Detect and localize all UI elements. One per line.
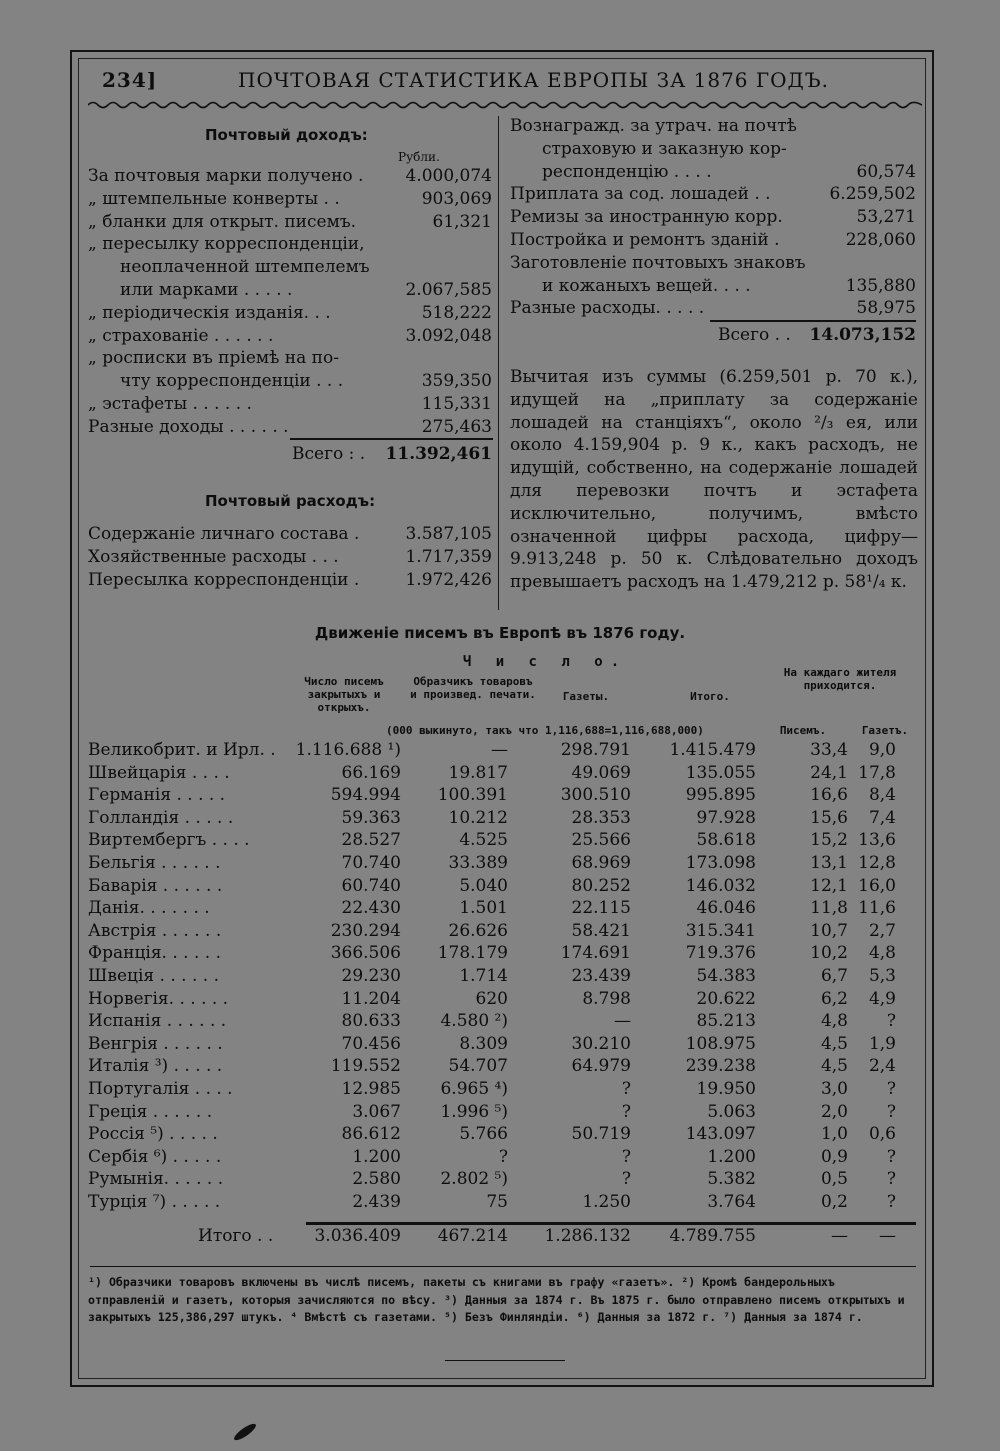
- cell-total: 3.764: [707, 1192, 756, 1212]
- cell-total: 19.950: [696, 1079, 756, 1099]
- cell-total: 58.618: [696, 830, 756, 851]
- expense-value: 3.587,105: [405, 524, 492, 544]
- cell-samples: 100.391: [437, 785, 508, 806]
- cell-per-letters: 1,0: [820, 1124, 848, 1145]
- table-total-row: [88, 1226, 923, 1249]
- table-row: [88, 1034, 923, 1057]
- expense-right-value: 228,060: [845, 230, 916, 250]
- wavy-rule: [88, 100, 922, 110]
- income-value: 359,350: [421, 371, 492, 392]
- expense-right-label: Заготовленіе почтовыхъ знаковъ: [510, 252, 806, 273]
- col-per-letters-header: Писемъ.: [779, 724, 827, 737]
- cell-per-letters: 16,6: [810, 785, 848, 806]
- expense-total-rule: [710, 320, 916, 322]
- cell-country: Испанія . . . . . .: [88, 1011, 227, 1032]
- cell-papers: 298.791: [560, 740, 631, 760]
- cell-letters: 230.294: [330, 920, 401, 941]
- cell-papers: 23.439: [571, 966, 631, 986]
- expense-right-label: Вознагражд. за утрач. на почтѣ: [510, 116, 797, 136]
- cell-letters: 2.580: [352, 1169, 401, 1190]
- cell-per-papers: 12,8: [858, 853, 896, 873]
- income-total-value: 11.392,461: [385, 444, 492, 464]
- table-note: (000 выкинуто, такъ что 1,116,688=1,116,688,000): [386, 724, 704, 737]
- per-capita-header: На каждаго жителя приходится.: [783, 666, 897, 692]
- table-row: [88, 898, 923, 921]
- table-row: [88, 943, 923, 966]
- cell-samples: 4.580 ²): [440, 1011, 508, 1032]
- table-row: [88, 830, 923, 853]
- expense-right-label: Приплата за сод. лошадей . .: [510, 184, 771, 205]
- income-label: Разные доходы . . . . . .: [88, 416, 289, 437]
- page-title: ПОЧТОВАЯ СТАТИСТИКА ЕВРОПЫ ЗА 1876 ГОДЪ.: [238, 68, 830, 92]
- income-value: 3.092,048: [405, 325, 492, 346]
- total-letters: 3.036.409: [314, 1226, 401, 1246]
- cell-papers: 174.691: [560, 943, 631, 964]
- expense-value: 1.717,359: [405, 546, 492, 567]
- cell-samples: 75: [486, 1192, 508, 1212]
- income-value: 903,069: [421, 188, 492, 209]
- cell-total: 315.341: [685, 920, 756, 941]
- cell-samples: 2.802 ⁵): [440, 1169, 508, 1190]
- cell-country: Великобрит. и Ирл. .: [88, 740, 276, 760]
- cell-per-letters: 13,1: [810, 853, 848, 873]
- total-per-letters: —: [831, 1226, 848, 1246]
- table-row: [88, 1169, 923, 1192]
- expense-right-value: 6.259,502: [829, 184, 916, 205]
- cell-per-letters: 6,2: [820, 988, 848, 1009]
- cell-per-letters: 0,9: [820, 1146, 848, 1167]
- cell-samples: ?: [498, 1146, 508, 1167]
- income-label: „ періодическія изданія. . .: [88, 302, 331, 323]
- footnote-rule: [90, 1266, 916, 1267]
- cell-total: 5.382: [707, 1169, 756, 1190]
- cell-per-papers: 11,6: [858, 898, 896, 919]
- income-total-label: Всего : .: [292, 444, 366, 464]
- cell-papers: 50.719: [571, 1124, 631, 1145]
- table-total-rule: [306, 1222, 916, 1225]
- cell-papers: 1.250: [582, 1192, 631, 1212]
- cell-total: 135.055: [685, 762, 756, 783]
- cell-letters: 22.430: [341, 898, 401, 919]
- income-label: „ бланки для открыт. писемъ.: [88, 211, 357, 232]
- cell-per-letters: 4,5: [820, 1033, 848, 1054]
- cell-total: 143.097: [685, 1124, 756, 1145]
- cell-per-letters: 6,7: [820, 966, 848, 986]
- end-rule: [445, 1360, 565, 1361]
- total-per-papers: —: [879, 1226, 896, 1246]
- group-header: Ч и с л о.: [462, 654, 628, 670]
- expense-right-value: 53,271: [856, 207, 916, 228]
- cell-per-letters: 11,8: [810, 898, 848, 919]
- cell-per-papers: 13,6: [858, 830, 896, 851]
- table-row: [88, 1124, 923, 1147]
- cell-total: 239.238: [685, 1056, 756, 1077]
- total-total: 4.789.755: [669, 1226, 756, 1246]
- income-title: Почтовый доходъ:: [205, 126, 368, 144]
- cell-country: Бельгія . . . . . .: [88, 853, 221, 873]
- cell-letters: 119.552: [330, 1056, 401, 1077]
- cell-papers: 28.353: [571, 807, 631, 828]
- cell-per-letters: 0,5: [820, 1169, 848, 1190]
- cell-samples: 54.707: [448, 1056, 508, 1077]
- income-value: 115,331: [421, 394, 492, 414]
- cell-per-letters: 10,2: [810, 943, 848, 964]
- cell-letters: 12.985: [341, 1079, 401, 1099]
- expense-right-label: респонденцію . . . .: [542, 161, 712, 182]
- cell-total: 1.200: [707, 1146, 756, 1167]
- expense-label: Хозяйственные расходы . . .: [88, 546, 339, 567]
- cell-samples: 1.501: [459, 898, 508, 919]
- cell-letters: 80.633: [341, 1011, 401, 1032]
- cell-papers: 49.069: [571, 762, 631, 783]
- cell-per-papers: 8,4: [868, 785, 896, 806]
- cell-per-papers: 4,8: [868, 943, 896, 964]
- expense-right-label: и кожаныхъ вещей. . . .: [542, 275, 751, 296]
- cell-total: 719.376: [685, 943, 756, 964]
- cell-samples: 4.525: [459, 830, 508, 851]
- cell-total: 85.213: [696, 1011, 756, 1032]
- cell-letters: 70.456: [341, 1033, 401, 1054]
- cell-total: 54.383: [696, 966, 756, 986]
- cell-papers: 25.566: [571, 830, 631, 851]
- cell-per-papers: ?: [886, 1079, 896, 1099]
- cell-total: 173.098: [685, 853, 756, 873]
- cell-per-papers: 17,8: [858, 762, 896, 783]
- cell-country: Турція ⁷) . . . . .: [88, 1192, 221, 1212]
- cell-total: 995.895: [685, 785, 756, 806]
- expense-right-label: Разные расходы. . . . .: [510, 298, 705, 319]
- cell-total: 5.063: [707, 1101, 756, 1122]
- cell-samples: 10.212: [448, 807, 508, 828]
- page-number: 234]: [102, 68, 158, 92]
- cell-country: Баварія . . . . . .: [88, 875, 223, 896]
- cell-letters: 2.439: [352, 1192, 401, 1212]
- col-papers-header: Газеты.: [562, 690, 610, 703]
- table-row: [88, 989, 923, 1012]
- cell-country: Румынія. . . . . .: [88, 1169, 224, 1190]
- table-row: [88, 966, 923, 989]
- cell-per-papers: 7,4: [868, 807, 896, 828]
- cell-per-letters: 10,7: [810, 920, 848, 941]
- cell-per-papers: ?: [886, 1011, 896, 1032]
- cell-samples: 178.179: [437, 943, 508, 964]
- cell-country: Австрія . . . . . .: [88, 920, 222, 941]
- cell-country: Португалія . . . .: [88, 1079, 233, 1099]
- income-label: „ росписки въ пріемѣ на по-: [88, 348, 339, 369]
- cell-per-papers: 16,0: [858, 875, 896, 896]
- table-title: Движеніе писемъ въ Европѣ въ 1876 году.: [314, 624, 686, 642]
- cell-country: Россія ⁵) . . . . .: [88, 1124, 218, 1145]
- income-value: 61,321: [432, 211, 492, 232]
- income-value: 518,222: [421, 302, 492, 323]
- income-label: „ штемпельные конверты . .: [88, 188, 340, 209]
- cell-letters: 11.204: [341, 988, 401, 1009]
- cell-papers: ?: [621, 1169, 631, 1190]
- cell-country: Греція . . . . . .: [88, 1101, 213, 1122]
- cell-samples: 5.040: [459, 875, 508, 896]
- col-letters-header: Число писемъ закрытыхъ и открыхъ.: [304, 675, 384, 714]
- cell-papers: 22.115: [571, 898, 631, 919]
- cell-letters: 366.506: [330, 943, 401, 964]
- expense-right-label: страховую и заказную кор-: [542, 138, 787, 159]
- cell-papers: ?: [621, 1146, 631, 1167]
- cell-papers: ?: [621, 1101, 631, 1122]
- cell-per-letters: 4,5: [820, 1056, 848, 1077]
- income-value: 2.067,585: [405, 280, 492, 300]
- cell-country: Голландія . . . . .: [88, 807, 234, 828]
- column-divider: [498, 116, 499, 610]
- total-samples: 467.214: [437, 1226, 508, 1246]
- cell-letters: 3.067: [352, 1101, 401, 1122]
- cell-samples: 620: [475, 988, 508, 1009]
- cell-total: 46.046: [696, 898, 756, 919]
- cell-total: 108.975: [685, 1033, 756, 1054]
- cell-papers: 64.979: [571, 1056, 631, 1077]
- cell-samples: —: [491, 740, 508, 760]
- cell-per-papers: ?: [886, 1101, 896, 1122]
- cell-per-papers: 0,6: [868, 1124, 896, 1145]
- expense-label: Пересылка корреспонденціи .: [88, 569, 360, 590]
- cell-letters: 1.200: [352, 1146, 401, 1167]
- income-label: неоплаченной штемпелемъ: [120, 257, 370, 278]
- expense-title: Почтовый расходъ:: [205, 492, 376, 510]
- expense-right-value: 60,574: [856, 161, 916, 182]
- table-row: [88, 1147, 923, 1170]
- cell-papers: —: [614, 1011, 631, 1032]
- table-row: [88, 740, 923, 763]
- cell-samples: 33.389: [448, 853, 508, 873]
- cell-country: Германія . . . . .: [88, 785, 226, 806]
- cell-papers: ?: [621, 1079, 631, 1099]
- cell-country: Швейцарія . . . .: [88, 762, 230, 783]
- cell-country: Норвегія. . . . . .: [88, 988, 229, 1009]
- cell-letters: 1.116.688 ¹): [295, 740, 401, 760]
- cell-papers: 30.210: [571, 1033, 631, 1054]
- cell-papers: 300.510: [560, 785, 631, 806]
- cell-per-letters: 4,8: [820, 1011, 848, 1032]
- cell-per-papers: 2,4: [868, 1056, 896, 1077]
- cell-samples: 19.817: [448, 762, 508, 783]
- cell-per-papers: 1,9: [868, 1033, 896, 1054]
- cell-country: Данія. . . . . . .: [88, 898, 210, 919]
- cell-letters: 66.169: [341, 762, 401, 783]
- cell-total: 1.415.479: [669, 740, 756, 760]
- cell-samples: 1.996 ⁵): [440, 1101, 508, 1122]
- total-label: Итого . .: [198, 1226, 274, 1246]
- cell-country: Сербія ⁶) . . . . .: [88, 1146, 222, 1167]
- cell-country: Франція. . . . . .: [88, 943, 221, 964]
- expense-total-value: 14.073,152: [809, 325, 916, 345]
- cell-samples: 1.714: [459, 966, 508, 986]
- cell-letters: 86.612: [341, 1124, 401, 1145]
- table-row: [88, 876, 923, 899]
- cell-papers: 58.421: [571, 920, 631, 941]
- expense-right-label: Ремизы за иностранную корр.: [510, 207, 783, 228]
- cell-per-letters: 15,2: [810, 830, 848, 851]
- cell-per-letters: 0,2: [820, 1192, 848, 1212]
- col-total-header: Итого.: [690, 690, 730, 703]
- table-row: [88, 1192, 923, 1215]
- expense-right-value: 58,975: [856, 298, 916, 319]
- table-row: [88, 1011, 923, 1034]
- cell-per-papers: 5,3: [868, 966, 896, 986]
- income-value: 4.000,074: [405, 166, 492, 186]
- cell-per-papers: 9,0: [868, 740, 896, 760]
- cell-per-letters: 2,0: [820, 1101, 848, 1122]
- cell-per-papers: ?: [886, 1146, 896, 1167]
- cell-samples: 26.626: [448, 920, 508, 941]
- col-samples-header: Образчикъ товаровъ и произвед. печати.: [410, 675, 536, 701]
- cell-total: 146.032: [685, 875, 756, 896]
- cell-per-letters: 15,6: [810, 807, 848, 828]
- expense-right-label: Постройка и ремонтъ зданій .: [510, 230, 780, 250]
- income-value: 275,463: [421, 416, 492, 437]
- table-row: [88, 785, 923, 808]
- cell-per-letters: 12,1: [810, 875, 848, 896]
- commentary-paragraph: Вычитая изъ суммы (6.259,501 р. 70 к.), идущей на „приплату за содержаніе лошадей на станціяхъ“, около ²/₃ ея, или около 4.159,904 р. 9 к., какъ расходъ, не идущій, собственно, на содержаніе лошадей для перевозки почтъ и эстафета исключительно, получимъ, вмѣсто означенной цифры расхода, цифру—9.913,248 р. 50 к. Слѣдовательно доходъ превышаетъ расходъ на 1.479,212 р. 58¹/₄ к.: [510, 367, 918, 593]
- expense-right-value: 135,880: [845, 275, 916, 296]
- table-row: [88, 808, 923, 831]
- income-total-rule: [290, 438, 493, 440]
- table-row: [88, 853, 923, 876]
- expense-value: 1.972,426: [405, 569, 492, 590]
- cell-letters: 28.527: [341, 830, 401, 851]
- cell-per-papers: ?: [886, 1169, 896, 1190]
- cell-country: Венгрія . . . . . .: [88, 1033, 223, 1054]
- cell-per-papers: ?: [886, 1192, 896, 1212]
- cell-samples: 8.309: [459, 1033, 508, 1054]
- table-row: [88, 1102, 923, 1125]
- ink-mark: [232, 1421, 258, 1442]
- cell-country: Италія ³) . . . . .: [88, 1056, 223, 1077]
- table-row: [88, 1079, 923, 1102]
- income-unit: Рубли.: [398, 150, 440, 164]
- cell-samples: 5.766: [459, 1124, 508, 1145]
- cell-country: Швеція . . . . . .: [88, 966, 219, 986]
- cell-per-letters: 24,1: [810, 762, 848, 783]
- income-label: чту корреспонденціи . . .: [120, 371, 344, 392]
- cell-letters: 60.740: [341, 875, 401, 896]
- expense-total-label: Всего . .: [718, 325, 791, 345]
- cell-per-papers: 4,9: [868, 988, 896, 1009]
- cell-samples: 6.965 ⁴): [440, 1079, 508, 1099]
- income-label: За почтовыя марки получено .: [88, 166, 364, 186]
- col-per-papers-header: Газетъ.: [861, 724, 909, 737]
- income-label: или марками . . . . .: [120, 280, 293, 300]
- cell-per-letters: 3,0: [820, 1079, 848, 1099]
- expense-label: Содержаніе личнаго состава .: [88, 524, 360, 544]
- income-label: „ пересылку корреспонденціи,: [88, 234, 365, 255]
- table-row: [88, 921, 923, 944]
- cell-papers: 8.798: [582, 988, 631, 1009]
- cell-letters: 70.740: [341, 853, 401, 873]
- cell-letters: 594.994: [330, 785, 401, 806]
- cell-per-papers: 2,7: [868, 920, 896, 941]
- table-row: [88, 1056, 923, 1079]
- footnotes: ¹) Образчики товаровъ включены въ числѣ писемъ, пакеты съ книгами въ графу «газетъ». ²) Кромѣ бандерольныхъ отправленій и газетъ, которыя зачисляются по вѣсу. ³) Данныя за 1874 г. Въ 1875 г. было отправлено писемъ открытыхъ и закрытыхъ 125,386,297 штукъ. ⁴ Вмѣстѣ съ газетами. ⁵) Безъ Финляндіи. ⁶) Данныя за 1872 г. ⁷) Данныя за 1874 г.: [88, 1275, 905, 1324]
- cell-total: 97.928: [696, 807, 756, 828]
- cell-total: 20.622: [696, 988, 756, 1009]
- cell-per-letters: 33,4: [810, 740, 848, 760]
- income-label: „ страхованіе . . . . . .: [88, 325, 274, 346]
- cell-papers: 80.252: [571, 875, 631, 896]
- cell-country: Виртембергъ . . . .: [88, 830, 250, 851]
- cell-letters: 29.230: [341, 966, 401, 986]
- cell-papers: 68.969: [571, 853, 631, 873]
- table-row: [88, 763, 923, 786]
- income-label: „ эстафеты . . . . . .: [88, 394, 252, 414]
- total-papers: 1.286.132: [544, 1226, 631, 1246]
- cell-letters: 59.363: [341, 807, 401, 828]
